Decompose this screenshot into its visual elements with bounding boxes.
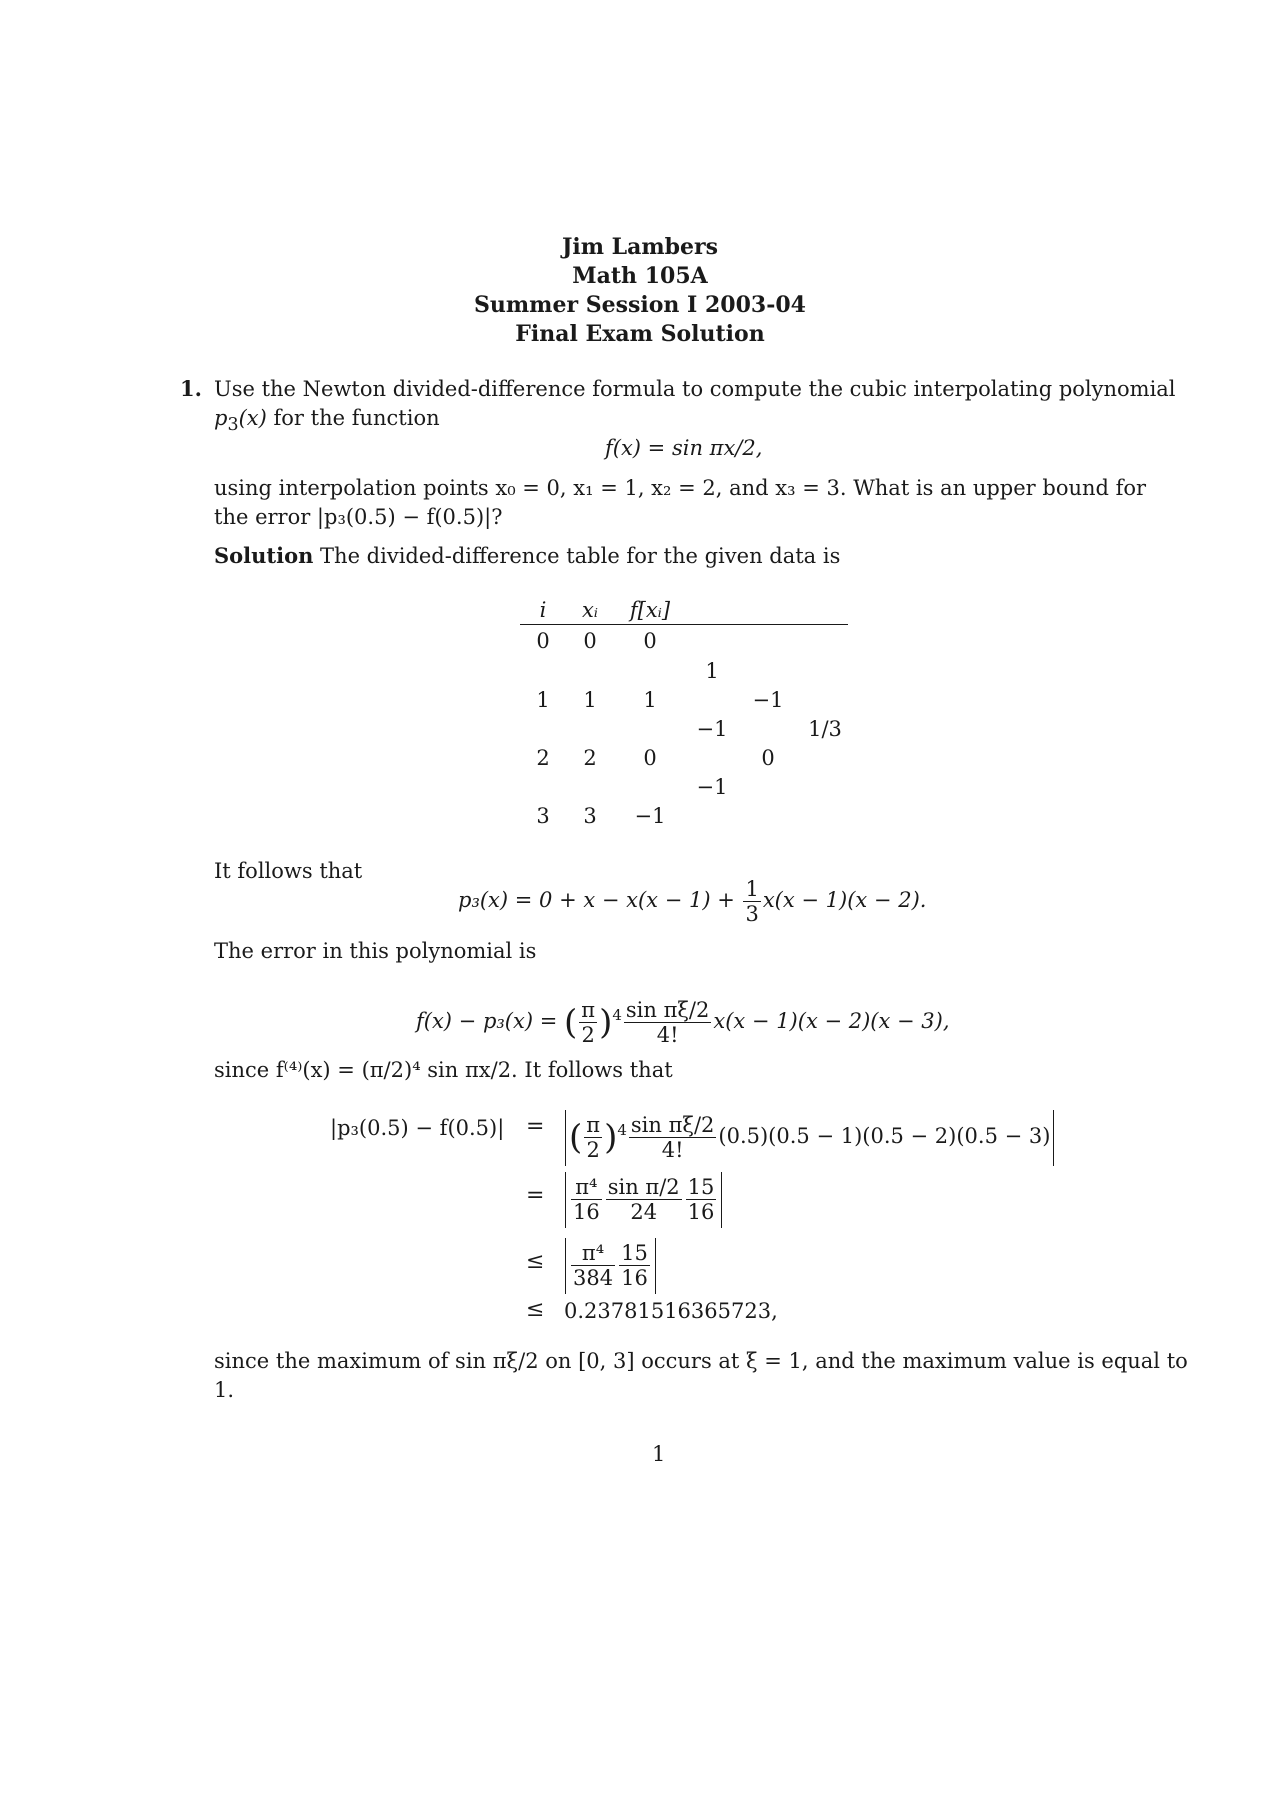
- conclusion-line: since the maximum of sin πξ/2 on [0, 3] occurs at ξ = 1, and the maximum value is equal to: [214, 1349, 1188, 1373]
- second-diff-0: −1: [752, 688, 784, 712]
- third-diff-0: 1/3: [808, 717, 842, 741]
- relation-1: =: [526, 1114, 545, 1139]
- function-definition: f(x) = sin πx/2,: [605, 436, 763, 460]
- b1-product: (0.5)(0.5 − 1)(0.5 − 2)(0.5 − 3): [718, 1124, 1051, 1148]
- b1-pi-num: π: [586, 1113, 601, 1137]
- table-header-x: xᵢ: [581, 598, 599, 622]
- solution-intro-text: The divided-difference table for the given data is: [313, 544, 841, 568]
- error-formula: [416, 983, 950, 1055]
- left-paren: (: [563, 1002, 578, 1043]
- conclusion-line-2: 1.: [214, 1378, 235, 1402]
- b1-sine-fraction: [629, 1113, 717, 1162]
- sine-num: sin πξ/2: [625, 998, 710, 1022]
- table-row-2-i: 2: [536, 746, 550, 770]
- problem-number: 1.: [180, 376, 202, 401]
- b2-frac-a: [571, 1175, 602, 1224]
- b2-bar-left: [565, 1172, 566, 1228]
- relation-2: =: [526, 1183, 545, 1208]
- first-diff-1: −1: [696, 717, 728, 741]
- pi-num: π: [581, 998, 596, 1022]
- interpolating-polynomial: [458, 870, 926, 930]
- document-title: Final Exam Solution: [515, 321, 765, 347]
- poly-fraction: [743, 877, 760, 926]
- page-number: 1: [652, 1442, 666, 1466]
- error-rhs: x(x − 1)(x − 2)(x − 3),: [713, 1009, 950, 1033]
- course-name: Math 105A: [572, 263, 708, 289]
- b3-frac-a: [571, 1241, 615, 1290]
- bound-value: 0.23781516365723,: [564, 1299, 778, 1323]
- table-row-0-f: 0: [643, 629, 657, 653]
- first-diff-0: 1: [705, 659, 719, 683]
- poly-fraction-den: 3: [745, 902, 759, 926]
- session-name: Summer Session I 2003-04: [474, 292, 806, 318]
- b3-a-num: π⁴: [571, 1241, 615, 1266]
- relation-3: ≤: [526, 1249, 545, 1274]
- bound-lhs: |p₃(0.5) − f(0.5)|: [330, 1116, 505, 1140]
- b2-b-den: 24: [630, 1200, 658, 1224]
- b3-b-num: 15: [621, 1241, 648, 1265]
- table-row-3-i: 3: [536, 804, 550, 828]
- pi-den: 2: [581, 1023, 595, 1047]
- poly-subscript: 3: [227, 415, 239, 436]
- problem-intro: Use the Newton divided-difference formula to compute the cubic interpolating polynomial: [214, 377, 1176, 401]
- b3-bar-left: [565, 1238, 566, 1294]
- table-row-1-i: 1: [536, 688, 550, 712]
- b2-c-den: 16: [687, 1200, 715, 1224]
- b2-c-num: 15: [687, 1175, 715, 1199]
- b2-bar-right: [721, 1172, 722, 1228]
- solution-label: Solution: [214, 543, 314, 568]
- document-header: [0, 233, 1280, 349]
- right-paren: ): [599, 1002, 613, 1043]
- bound-step-3: [562, 1234, 659, 1294]
- b3-bar-right: [655, 1238, 656, 1294]
- b1-sine-num: sin πξ/2: [630, 1113, 715, 1137]
- follows-text: It follows that: [214, 859, 363, 883]
- since-derivative-line: since f⁽⁴⁾(x) = (π/2)⁴ sin πx/2. It follows that: [214, 1058, 673, 1082]
- error-question: the error |p₃(0.5) − f(0.5)|?: [214, 505, 503, 529]
- b1-pi-over-two: [584, 1113, 602, 1162]
- b3-b-den: 16: [621, 1266, 648, 1290]
- first-diff-2: −1: [696, 775, 728, 799]
- b1-sine-den: 4!: [661, 1138, 684, 1162]
- table-row-3-x: 3: [583, 804, 597, 828]
- table-row-2-x: 2: [583, 746, 597, 770]
- poly-symbol: p: [214, 406, 228, 430]
- problem-intro-rest: for the function: [266, 406, 440, 430]
- bound-step-2: [562, 1168, 725, 1228]
- interpolation-points: using interpolation points x₀ = 0, x₁ = 1, x₂ = 2, and x₃ = 3. What is an upper bound for: [214, 476, 1147, 500]
- error-lhs: f(x) − p₃(x) =: [416, 1009, 564, 1033]
- table-row-3-f: −1: [634, 804, 666, 828]
- poly-rhs: x(x − 1)(x − 2).: [762, 888, 927, 912]
- table-row-0-x: 0: [583, 629, 597, 653]
- table-row-0-i: 0: [536, 629, 550, 653]
- bound-step-1: [562, 1100, 1057, 1168]
- table-row-1-x: 1: [583, 688, 597, 712]
- b1-right-paren: ): [604, 1117, 618, 1158]
- pi-over-two: [579, 998, 597, 1047]
- second-diff-1: 0: [761, 746, 775, 770]
- error-exponent: 4: [612, 1006, 622, 1024]
- author-name: Jim Lambers: [561, 234, 719, 260]
- b1-left-paren: (: [569, 1117, 583, 1158]
- error-intro: The error in this polynomial is: [214, 939, 537, 963]
- poly-lhs: p₃(x) = 0 + x − x(x − 1) +: [458, 888, 742, 912]
- b3-frac-b: [619, 1241, 650, 1290]
- poly-fraction-num: 1: [745, 877, 759, 901]
- abs-bar-right: [1053, 1110, 1054, 1166]
- solution-intro: [214, 542, 840, 570]
- relation-4: ≤: [526, 1297, 545, 1322]
- table-row-1-f: 1: [643, 688, 657, 712]
- b2-frac-c: [686, 1175, 717, 1224]
- sine-fraction: [624, 998, 712, 1047]
- abs-bar-left: [565, 1110, 566, 1166]
- sine-den: 4!: [656, 1023, 679, 1047]
- b1-pi-den: 2: [586, 1138, 600, 1162]
- poly-argument: (x): [238, 406, 267, 430]
- table-header-f: f[xᵢ]: [629, 598, 671, 622]
- b2-frac-b: [606, 1175, 682, 1224]
- b2-b-num: sin π/2: [607, 1175, 680, 1199]
- table-header-i: i: [539, 598, 547, 622]
- table-header-rule: [520, 624, 848, 625]
- b2-a-den: 16: [573, 1200, 600, 1224]
- b3-a-den: 384: [573, 1266, 614, 1290]
- table-row-2-f: 0: [643, 746, 657, 770]
- b2-a-num: π⁴: [571, 1175, 602, 1200]
- b1-exponent: 4: [617, 1121, 627, 1139]
- problem-intro-line2: [214, 404, 440, 439]
